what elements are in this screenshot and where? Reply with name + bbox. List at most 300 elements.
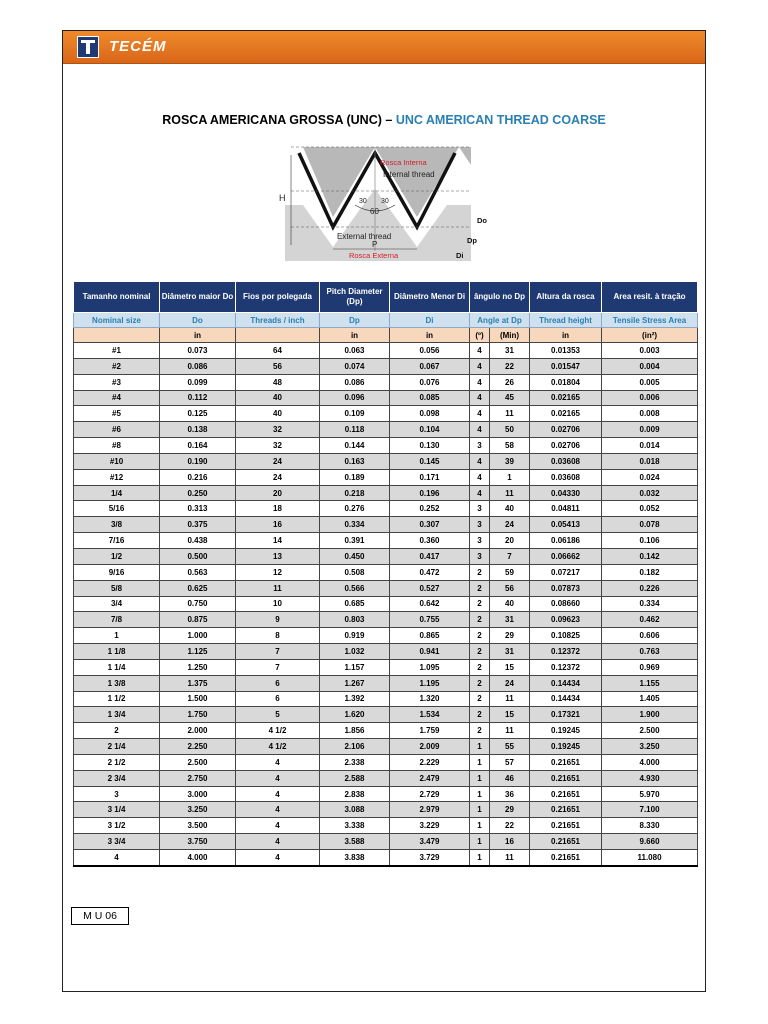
table-cell: 0.196 (390, 485, 470, 501)
table-cell: 1.250 (160, 659, 236, 675)
table-cell: 0.417 (390, 548, 470, 564)
page-title (63, 113, 705, 127)
table-cell: 0.024 (602, 469, 698, 485)
table-cell: 2 (470, 707, 490, 723)
title-pt: ROSCA AMERICANA GROSSA (UNC) – (162, 113, 393, 127)
table-cell: 2.009 (390, 739, 470, 755)
table-cell: 0.334 (602, 596, 698, 612)
table-cell: 14 (236, 533, 320, 549)
table-cell: 0.12372 (530, 659, 602, 675)
table-row (74, 691, 698, 707)
angle-60-label: 60 (370, 207, 379, 216)
table-cell: 0.006 (602, 390, 698, 406)
table-cell: 4 (470, 374, 490, 390)
table-row (74, 564, 698, 580)
pitch-label: P (372, 240, 378, 249)
table-cell: 57 (490, 754, 530, 770)
table-cell: 9/16 (74, 564, 160, 580)
table-cell: 1.000 (160, 628, 236, 644)
table-cell: 0.086 (160, 358, 236, 374)
table-cell: 2 (470, 628, 490, 644)
table-cell: 2 (470, 580, 490, 596)
table-cell: 0.216 (160, 469, 236, 485)
table-cell: 59 (490, 564, 530, 580)
table-cell: 0.03608 (530, 469, 602, 485)
table-row (74, 501, 698, 517)
table-cell: 20 (236, 485, 320, 501)
table-cell: 0.438 (160, 533, 236, 549)
table-cell: 36 (490, 786, 530, 802)
table-cell: 0.307 (390, 517, 470, 533)
di-label: Di (456, 251, 464, 260)
table-cell: 3 1/4 (74, 802, 160, 818)
header-row-pt (74, 282, 698, 313)
table-cell: 1.320 (390, 691, 470, 707)
table-cell: 3.750 (160, 834, 236, 850)
table-cell: 3 (470, 517, 490, 533)
table-cell: 0.21651 (530, 802, 602, 818)
table-cell: 5/8 (74, 580, 160, 596)
table-cell: 11 (490, 406, 530, 422)
table-cell: 2.729 (390, 786, 470, 802)
table-cell: 2.000 (160, 723, 236, 739)
table-cell: 1 (470, 834, 490, 850)
table-cell: 0.334 (320, 517, 390, 533)
table-row (74, 533, 698, 549)
table-cell: 3.588 (320, 834, 390, 850)
table-cell: 40 (490, 501, 530, 517)
table-cell: 1 (470, 818, 490, 834)
table-row (74, 453, 698, 469)
table-row (74, 770, 698, 786)
header-row-en (74, 313, 698, 328)
table-cell: 40 (236, 390, 320, 406)
tecem-logo-icon (77, 36, 99, 58)
table-cell: 4 (236, 818, 320, 834)
brand-header (63, 31, 705, 64)
table-cell: 3 1/2 (74, 818, 160, 834)
table-cell: 4 (470, 453, 490, 469)
col-header-nominal-size: Tamanho nominal (74, 282, 160, 313)
table-cell: 4 (470, 485, 490, 501)
table-cell: 0.969 (602, 659, 698, 675)
table-row (74, 406, 698, 422)
table-cell: 56 (236, 358, 320, 374)
table-cell: 0.07873 (530, 580, 602, 596)
table-cell: 0.21651 (530, 850, 602, 866)
table-cell: 29 (490, 628, 530, 644)
table-cell: 0.008 (602, 406, 698, 422)
table-cell: 0.563 (160, 564, 236, 580)
table-cell: 4 1/2 (236, 739, 320, 755)
table-row (74, 850, 698, 866)
table-cell: 0.018 (602, 453, 698, 469)
table-row (74, 374, 698, 390)
table-cell: 0.056 (390, 343, 470, 359)
table-cell: 26 (490, 374, 530, 390)
table-row (74, 548, 698, 564)
table-cell: 2 (470, 564, 490, 580)
table-cell: 3 (470, 548, 490, 564)
table-cell: 0.360 (390, 533, 470, 549)
table-cell: 0.642 (390, 596, 470, 612)
table-cell: 3.250 (602, 739, 698, 755)
table-cell: 0.02706 (530, 422, 602, 438)
table-cell: 0.19245 (530, 723, 602, 739)
table-cell: 0.566 (320, 580, 390, 596)
table-cell: 0.190 (160, 453, 236, 469)
table-cell: 7 (236, 659, 320, 675)
table-cell: 0.109 (320, 406, 390, 422)
table-cell: 3/8 (74, 517, 160, 533)
table-cell: 0.606 (602, 628, 698, 644)
table-cell: 31 (490, 644, 530, 660)
thread-profile-diagram (271, 145, 501, 263)
col-header-angle: ângulo no Dp (470, 282, 530, 313)
table-cell: 0.450 (320, 548, 390, 564)
table-cell: 0.919 (320, 628, 390, 644)
table-cell: 0.750 (160, 596, 236, 612)
table-cell: 2.588 (320, 770, 390, 786)
table-row (74, 707, 698, 723)
table-cell: 0.941 (390, 644, 470, 660)
table-cell: 3.500 (160, 818, 236, 834)
table-row (74, 834, 698, 850)
table-cell: 0.078 (602, 517, 698, 533)
unit-cell: (Min) (490, 328, 530, 343)
unit-cell (74, 328, 160, 343)
angle-30-left-label: 30 (359, 198, 367, 205)
table-cell: 4 (470, 422, 490, 438)
table-cell: 1.759 (390, 723, 470, 739)
table-cell: 58 (490, 438, 530, 454)
table-cell: 0.375 (160, 517, 236, 533)
col-header-thread-height: Altura da rosca (530, 282, 602, 313)
table-cell: 24 (490, 517, 530, 533)
table-cell: 0.052 (602, 501, 698, 517)
table-cell: 0.142 (602, 548, 698, 564)
table-cell: 0.21651 (530, 786, 602, 802)
table-cell: 1.095 (390, 659, 470, 675)
table-cell: 0.02165 (530, 390, 602, 406)
table-cell: 0.009 (602, 422, 698, 438)
table-cell: 39 (490, 453, 530, 469)
table-cell: 1 3/4 (74, 707, 160, 723)
unit-cell: (º) (470, 328, 490, 343)
table-cell: 0.014 (602, 438, 698, 454)
table-cell: 0.145 (390, 453, 470, 469)
table-cell: 0.182 (602, 564, 698, 580)
table-cell: #1 (74, 343, 160, 359)
col-header-en-do: Do (160, 313, 236, 328)
table-cell: 20 (490, 533, 530, 549)
table-cell: 2 (470, 644, 490, 660)
table-cell: 22 (490, 818, 530, 834)
col-header-pitch-diameter: Pitch Diameter (Dp) (320, 282, 390, 313)
table-cell: 0.144 (320, 438, 390, 454)
table-cell: #3 (74, 374, 160, 390)
table-cell: 2 1/2 (74, 754, 160, 770)
table-row (74, 390, 698, 406)
table-cell: 15 (490, 659, 530, 675)
table-cell: 3.088 (320, 802, 390, 818)
table-cell: 0.104 (390, 422, 470, 438)
table-cell: 0.098 (390, 406, 470, 422)
col-header-en-threads: Threads / inch (236, 313, 320, 328)
table-cell: #12 (74, 469, 160, 485)
height-label: H (279, 193, 286, 203)
external-thread-label: External thread (337, 232, 392, 241)
table-cell: 31 (490, 612, 530, 628)
table-cell: 0.875 (160, 612, 236, 628)
table-cell: 1.500 (160, 691, 236, 707)
table-row (74, 469, 698, 485)
table-cell: 3.000 (160, 786, 236, 802)
table-cell: #8 (74, 438, 160, 454)
table-cell: 0.130 (390, 438, 470, 454)
table-cell: 3 (470, 533, 490, 549)
table-cell: 4 (470, 469, 490, 485)
table-cell: 3.338 (320, 818, 390, 834)
table-cell: 0.063 (320, 343, 390, 359)
table-cell: 3 (470, 501, 490, 517)
table-cell: #2 (74, 358, 160, 374)
table-cell: 18 (236, 501, 320, 517)
table-row (74, 786, 698, 802)
table-cell: 0.755 (390, 612, 470, 628)
table-row (74, 438, 698, 454)
table-cell: 1 (470, 802, 490, 818)
table-row (74, 485, 698, 501)
table-cell: 0.391 (320, 533, 390, 549)
table-cell: 5/16 (74, 501, 160, 517)
table-cell: 1/4 (74, 485, 160, 501)
table-cell: 5.970 (602, 786, 698, 802)
table-cell: 1.750 (160, 707, 236, 723)
table-cell: 0.171 (390, 469, 470, 485)
table-cell: 1 (470, 754, 490, 770)
table-cell: 8.330 (602, 818, 698, 834)
table-cell: 1.195 (390, 675, 470, 691)
table-cell: 3.729 (390, 850, 470, 866)
table-cell: 3.250 (160, 802, 236, 818)
table-cell: 1.032 (320, 644, 390, 660)
table-cell: 0.005 (602, 374, 698, 390)
table-cell: 7 (490, 548, 530, 564)
table-cell: 4.930 (602, 770, 698, 786)
table-cell: 0.226 (602, 580, 698, 596)
table-cell: 0.21651 (530, 754, 602, 770)
table-cell: 2 (470, 612, 490, 628)
table-cell: 31 (490, 343, 530, 359)
table-row (74, 644, 698, 660)
unit-cell (236, 328, 320, 343)
table-cell: 7/16 (74, 533, 160, 549)
table-cell: 45 (490, 390, 530, 406)
table-cell: 0.21651 (530, 834, 602, 850)
table-cell: 0.250 (160, 485, 236, 501)
title-en: UNC AMERICAN THREAD COARSE (395, 113, 606, 127)
unit-cell: in (160, 328, 236, 343)
col-header-en-di: Di (390, 313, 470, 328)
table-cell: 3.229 (390, 818, 470, 834)
table-cell: 2.838 (320, 786, 390, 802)
table-cell: #5 (74, 406, 160, 422)
table-row (74, 754, 698, 770)
table-cell: 4 (74, 850, 160, 866)
table-cell: 1.900 (602, 707, 698, 723)
table-cell: 0.685 (320, 596, 390, 612)
thread-table-wrapper (73, 281, 697, 867)
table-cell: 11.080 (602, 850, 698, 866)
unit-cell: in (320, 328, 390, 343)
table-row (74, 802, 698, 818)
col-header-threads-per-inch: Fios por polegada (236, 282, 320, 313)
table-row (74, 739, 698, 755)
table-cell: 0.08660 (530, 596, 602, 612)
table-cell: 1.267 (320, 675, 390, 691)
table-row (74, 818, 698, 834)
table-row (74, 517, 698, 533)
table-cell: 24 (490, 675, 530, 691)
table-cell: 55 (490, 739, 530, 755)
table-cell: 4 (236, 802, 320, 818)
table-cell: 13 (236, 548, 320, 564)
rosca-interna-label: Rosca Interna (380, 158, 427, 167)
angle-30-right-label: 30 (381, 198, 389, 205)
page-frame (62, 30, 706, 992)
table-cell: 0.085 (390, 390, 470, 406)
table-cell: 0.112 (160, 390, 236, 406)
table-cell: 12 (236, 564, 320, 580)
table-cell: 0.074 (320, 358, 390, 374)
table-cell: 0.003 (602, 343, 698, 359)
table-cell: 0.03608 (530, 453, 602, 469)
table-cell: 0.004 (602, 358, 698, 374)
table-cell: 1.620 (320, 707, 390, 723)
dp-label: Dp (467, 236, 477, 245)
table-cell: 15 (490, 707, 530, 723)
table-cell: 0.189 (320, 469, 390, 485)
table-cell: 0.02165 (530, 406, 602, 422)
table-cell: 2.750 (160, 770, 236, 786)
table-cell: 0.462 (602, 612, 698, 628)
table-cell: 1 1/4 (74, 659, 160, 675)
table-cell: 0.04330 (530, 485, 602, 501)
table-cell: 16 (236, 517, 320, 533)
table-cell: 32 (236, 438, 320, 454)
table-cell: 1 (74, 628, 160, 644)
table-cell: 1.534 (390, 707, 470, 723)
table-cell: 2.106 (320, 739, 390, 755)
table-cell: 0.125 (160, 406, 236, 422)
table-cell: 1.157 (320, 659, 390, 675)
table-cell: 11 (490, 723, 530, 739)
table-cell: 0.508 (320, 564, 390, 580)
table-cell: 0.12372 (530, 644, 602, 660)
table-cell: 4 (470, 390, 490, 406)
table-cell: #4 (74, 390, 160, 406)
table-cell: 0.118 (320, 422, 390, 438)
table-row (74, 628, 698, 644)
table-cell: 0.500 (160, 548, 236, 564)
table-cell: 2 (470, 675, 490, 691)
table-row (74, 612, 698, 628)
table-cell: 0.073 (160, 343, 236, 359)
unit-cell: in (390, 328, 470, 343)
table-cell: 0.252 (390, 501, 470, 517)
table-cell: 0.14434 (530, 675, 602, 691)
table-row (74, 596, 698, 612)
table-cell: 4.000 (160, 850, 236, 866)
table-cell: 1.125 (160, 644, 236, 660)
table-cell: 4 (236, 786, 320, 802)
table-cell: 11 (236, 580, 320, 596)
table-cell: 9 (236, 612, 320, 628)
table-cell: 0.01804 (530, 374, 602, 390)
table-cell: 11 (490, 485, 530, 501)
brand-name: TECÉM (109, 38, 167, 55)
table-cell: 1 (470, 770, 490, 786)
table-cell: 0.06662 (530, 548, 602, 564)
table-cell: 40 (236, 406, 320, 422)
table-cell: 10 (236, 596, 320, 612)
table-cell: 1.392 (320, 691, 390, 707)
table-cell: 1 1/2 (74, 691, 160, 707)
col-header-minor-diameter: Diâmetro Menor Di (390, 282, 470, 313)
table-row (74, 659, 698, 675)
table-cell: 3/4 (74, 596, 160, 612)
table-cell: 29 (490, 802, 530, 818)
table-cell: 3.479 (390, 834, 470, 850)
table-cell: 4 (470, 406, 490, 422)
table-row (74, 422, 698, 438)
table-cell: 6 (236, 675, 320, 691)
table-cell: 1.405 (602, 691, 698, 707)
table-cell: 2.338 (320, 754, 390, 770)
table-cell: 0.803 (320, 612, 390, 628)
table-cell: 0.163 (320, 453, 390, 469)
table-cell: 2 (470, 723, 490, 739)
table-cell: 46 (490, 770, 530, 786)
table-cell: 0.099 (160, 374, 236, 390)
table-cell: 2 (470, 659, 490, 675)
table-cell: 11 (490, 850, 530, 866)
table-cell: 3 3/4 (74, 834, 160, 850)
table-cell: 9.660 (602, 834, 698, 850)
table-cell: 1 1/8 (74, 644, 160, 660)
table-cell: #6 (74, 422, 160, 438)
table-cell: 24 (236, 453, 320, 469)
col-header-major-diameter: Diâmetro maior Do (160, 282, 236, 313)
table-row (74, 580, 698, 596)
table-cell: 4 (470, 358, 490, 374)
table-cell: 1.856 (320, 723, 390, 739)
table-cell: 0.01353 (530, 343, 602, 359)
unc-thread-table (73, 281, 698, 867)
table-cell: 1 (470, 850, 490, 866)
table-cell: 40 (490, 596, 530, 612)
table-cell: 2 (74, 723, 160, 739)
table-body (74, 343, 698, 866)
units-row (74, 328, 698, 343)
table-cell: #10 (74, 453, 160, 469)
table-cell: 0.032 (602, 485, 698, 501)
table-cell: 0.472 (390, 564, 470, 580)
table-cell: 1 (470, 786, 490, 802)
table-cell: 32 (236, 422, 320, 438)
table-cell: 0.276 (320, 501, 390, 517)
